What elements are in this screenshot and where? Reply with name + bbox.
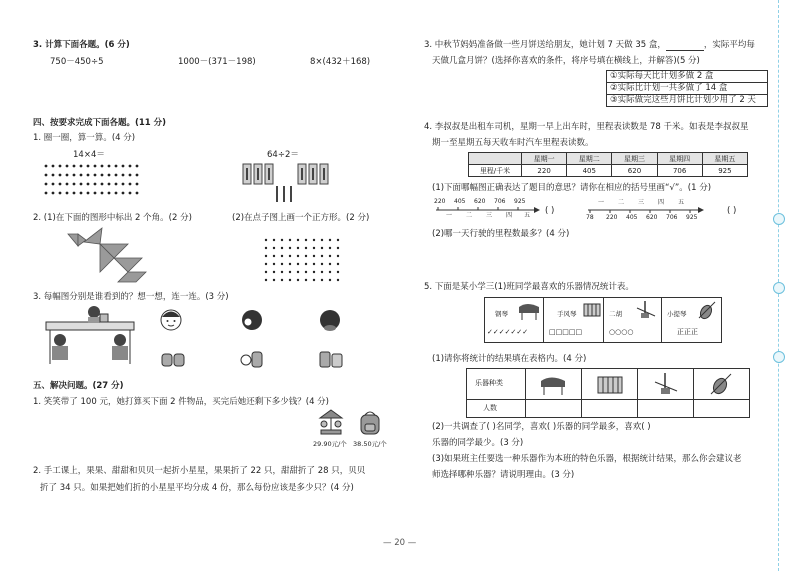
r4-line1: 4. 李叔叔是出租车司机，星期一早上出车时，里程表读数是 78 千米。如表是李叔叔星 <box>424 122 749 132</box>
number-line-2 <box>586 198 716 224</box>
tally-mark: ○○○○ <box>609 328 634 336</box>
s4-q1b: 64÷2＝ <box>267 150 299 160</box>
tally-instrument: 小提琴 <box>667 310 687 318</box>
r5-sub2-line2: 乐器的同学最少。(3 分) <box>432 438 524 448</box>
s5-q2-line1: 2. 手工课上，果果、甜甜和贝贝一起折小星星，果果折了 22 只，甜甜折了 28 只，贝贝 <box>33 466 366 476</box>
dot-array <box>44 163 144 203</box>
table-header <box>469 153 522 165</box>
s5-q2-line2: 折了 34 只。如果把她们折的小星星平均分成 4 份，那么每份应该是多少只？(4 分) <box>40 483 354 493</box>
binding-hole <box>773 351 785 363</box>
tally-instrument: 手风琴 <box>557 310 577 318</box>
table-header: 星期四 <box>657 153 702 165</box>
tick-label: 620 <box>646 214 658 221</box>
result-table <box>466 368 750 418</box>
r5-sub3-line1: (3)如果班主任要选一种乐器作为本班的特色乐器，根据统计结果，那么你会建议老 <box>432 454 742 464</box>
table-scene <box>38 304 138 370</box>
r3-line1-b: ，实际平均每 <box>703 40 755 50</box>
s4-q2a: 2. (1)在下面的图形中标出 2 个角。(2 分) <box>33 213 192 223</box>
page-number: 20 <box>394 538 406 548</box>
result-header: 乐器种类 <box>475 379 503 387</box>
table-cell: 405 <box>567 165 612 177</box>
r3-line2: 天做几盒月饼？(选择你喜欢的条件，将序号填在横线上，并解答)(5 分) <box>432 56 700 66</box>
tick-label: 78 <box>586 214 594 221</box>
r5-sub1: (1)请你将统计的结果填在表格内。(4 分) <box>432 354 587 364</box>
tick-label: 706 <box>494 198 506 205</box>
q3-title: 3. 计算下面各题。(6 分) <box>33 40 130 50</box>
calc-3: 8×(432＋168) <box>310 57 371 67</box>
side-head <box>240 308 264 332</box>
table-header: 星期二 <box>567 153 612 165</box>
tally-instrument: 二胡 <box>609 310 622 318</box>
option-3: ③实际做完这些月饼比计划少用了 2 天 <box>610 95 756 105</box>
binding-hole <box>773 213 785 225</box>
option-2: ②实际比计划一共多做了 14 盒 <box>607 83 767 95</box>
row-label: 里程/千米 <box>469 165 522 177</box>
answer-blank[interactable] <box>666 42 704 51</box>
r5-sub2-line1: (2)一共调查了( )名同学，喜欢( )乐器的同学最多，喜欢( ) <box>432 422 651 432</box>
calc-2: 1000－(371－198) <box>178 57 256 67</box>
day-label: 三 <box>486 212 493 219</box>
s4-q2b: (2)在点子图上画一个正方形。(2 分) <box>232 213 370 223</box>
tick-label: 925 <box>686 214 698 221</box>
r4-line2: 期一至星期五每天收车时汽车里程表读数。 <box>432 138 594 148</box>
accordion-icon <box>583 302 601 318</box>
day-label: 一 <box>598 199 605 206</box>
number-line-1 <box>434 198 544 224</box>
day-label: 四 <box>658 199 665 206</box>
cup-view-1 <box>160 350 188 368</box>
table-header: 星期三 <box>612 153 657 165</box>
day-label: 四 <box>506 212 513 219</box>
table-header: 星期一 <box>522 153 567 165</box>
tick-label: 405 <box>626 214 638 221</box>
front-face <box>159 308 183 332</box>
day-label: 一 <box>446 212 453 219</box>
tally-mark: □□□□□ <box>549 328 583 336</box>
erhu-icon <box>653 372 679 396</box>
r5-sub3-line2: 师选择哪种乐器？请说明理由。(3 分) <box>432 470 575 480</box>
cup-view-2 <box>240 350 268 368</box>
section5-title: 五、解决问题。(27 分) <box>33 381 124 391</box>
check-paren-1[interactable]: ( ) <box>545 206 555 216</box>
option-1: ①实际每天比计划多做 2 盒 <box>607 71 767 83</box>
s4-q1: 1. 圈一圈，算一算。(4 分) <box>33 133 136 143</box>
violin-icon <box>695 300 717 320</box>
tally-mark: 正正正 <box>677 328 698 336</box>
tick-label: 925 <box>514 198 526 205</box>
day-label: 二 <box>466 212 473 219</box>
accordion-icon <box>597 375 623 395</box>
piano-icon <box>539 374 567 396</box>
day-label: 五 <box>524 212 531 219</box>
table-cell: 620 <box>612 165 657 177</box>
backpack-icon <box>357 410 383 436</box>
tick-label: 405 <box>454 198 466 205</box>
table-cell: 925 <box>702 165 747 177</box>
tick-label: 706 <box>666 214 678 221</box>
section4-title: 四、按要求完成下面各题。(11 分) <box>33 118 167 128</box>
s4-q1a: 14×4＝ <box>73 150 105 160</box>
r4-sub1: (1)下面哪幅图正确表达了题目的意思？请你在相应的括号里画“√”。(1 分) <box>432 183 712 193</box>
table-cell: 706 <box>657 165 702 177</box>
s5-q1: 1. 笑笑带了 100 元，她打算买下面 2 件物品，买完后她还剩下多少钱？(4 分) <box>33 397 329 407</box>
day-label: 五 <box>678 199 685 206</box>
table-cell: 220 <box>522 165 567 177</box>
tick-label: 620 <box>474 198 486 205</box>
erhu-icon <box>635 300 657 320</box>
result-row-label: 人数 <box>483 404 497 412</box>
cup-view-3 <box>318 350 346 368</box>
back-head <box>318 308 342 332</box>
r3-line1-a: 3. 中秋节妈妈准备做一些月饼送给朋友，她计划 7 天做 35 盒， <box>424 40 666 50</box>
price-carousel: 29.90元/个 <box>313 440 347 448</box>
tally-mark: ✓✓✓✓✓✓✓ <box>487 328 529 336</box>
day-label: 二 <box>618 199 625 206</box>
condition-options <box>606 70 768 107</box>
day-label: 三 <box>638 199 645 206</box>
tangram-figure <box>66 226 162 284</box>
check-paren-2[interactable]: ( ) <box>727 206 737 216</box>
table-header: 星期五 <box>702 153 747 165</box>
counting-rods <box>240 162 330 207</box>
carousel-icon <box>318 408 344 436</box>
price-backpack: 38.50元/个 <box>353 440 387 448</box>
r4-sub2: (2)哪一天行驶的里程数最多？(4 分) <box>432 229 570 239</box>
page-number-wrap: — 20 — <box>383 538 417 548</box>
r3-line1 <box>424 40 755 51</box>
dot-paper <box>264 238 344 280</box>
tick-label: 220 <box>606 214 618 221</box>
piano-icon <box>517 301 541 321</box>
mileage-table <box>468 152 748 177</box>
calc-1: 750－450÷5 <box>50 57 104 67</box>
tally-table <box>484 297 722 343</box>
s4-q3: 3. 每幅图分别是谁看到的？想一想，连一连。(3 分) <box>33 292 229 302</box>
tally-instrument: 钢琴 <box>495 310 508 318</box>
r5-title: 5. 下面是某小学三(1)班同学最喜欢的乐器情况统计表。 <box>424 282 634 292</box>
binding-hole <box>773 282 785 294</box>
violin-icon <box>707 372 733 396</box>
tick-label: 220 <box>434 198 446 205</box>
